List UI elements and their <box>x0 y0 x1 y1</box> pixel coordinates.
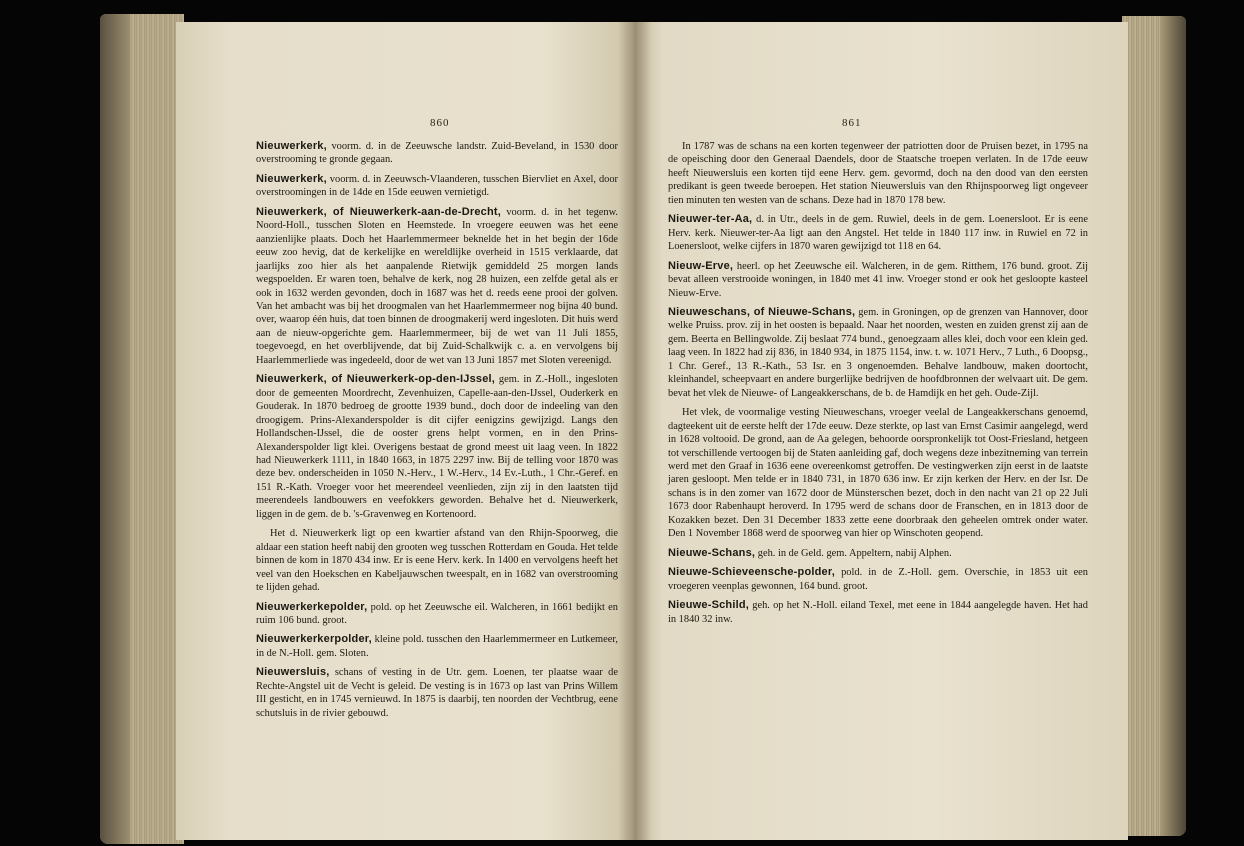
entry-text: In 1787 was de schans na een korten tegenweer der patriotten door de Pruisen bezet, in 1795 na de opeisching door den Generaal Daendels, door de Staatsche troepen verlaten. In de 17de eeuw heeft Nieuwersluis een korten tijd eene Herv. gem. gevormd, doch na den dood van den eersten predikant is geen tweede beroepen. Het station Nieuwersluis van den Rhijnspoorweg ligt ongeveer tien minuten ten westen van de schans. Deze had in 1870 178 bew. <box>668 141 1088 206</box>
dictionary-entry <box>256 140 618 167</box>
entry-text: schans of vesting in de Utr. gem. Loenen, ter plaatse waar de Rechte-Angstel uit de Vecht is geleid. De vesting is in 1673 op last van Prins Willem III gesticht, en in 1745 vernieuwd. In 1875 is daarbij, ten noorden der Vechtbrug, eene schutsluis in de rivier gebouwd. <box>256 667 618 719</box>
entry-headword: Nieuwerkerk, <box>256 172 327 185</box>
dictionary-entry <box>256 666 618 720</box>
entry-text: heerl. op het Zeeuwsche eil. Walcheren, in de gem. Ritthem, 176 bund. groot. Zij bevat alleen verstrooide woningen, in 1840 met 41 inw. Vroeger stond er ook het gesloopte kasteel Nieuw-Erve. <box>668 260 1088 299</box>
dictionary-entry <box>256 601 618 628</box>
entry-text: Het d. Nieuwerkerk ligt op een kwartier afstand van den Rhijn-Spoorweg, die aldaar een station heeft nabij den grooten weg tusschen Rotterdam en Gouda. Het telde binnen de kom in 1870 434 inw. Er is eene Herv. kerk. In 1400 en vervolgens heeft het veel van den Hoekschen en Kabeljauwschen tweespalt, en in 1682 van overstrooming te lijden gehad. <box>256 528 618 594</box>
page-number: 861 <box>842 117 862 129</box>
entry-headword: Nieuwerkerk, of Nieuwerkerk-aan-de-Drecht, <box>256 205 501 218</box>
dictionary-entry <box>256 173 618 200</box>
entry-headword: Nieuw-Erve, <box>668 259 734 272</box>
entry-text: d. in Utr., deels in de gem. Ruwiel, deels in de gem. Loenersloot. Er is eene Herv. kerk. Nieuwer-ter-Aa ligt aan den Angstel. Het telde in 1840 117 inw. in Ruwiel en 72 in Loenersloot, welke cijfers in 1870 waren gewijzigd tot 118 en 64. <box>668 214 1088 253</box>
dictionary-entry <box>256 633 618 660</box>
entry-text: Het vlek, de voormalige vesting Nieuweschans, vroeger veelal de Langeakkerschans genoemd, dagteekent uit de eerste helft der 17de eeuw. Deze sterkte, op last van Ernst Casimir aangelegd, werd in 1628 voltooid. De grond, aan de Aa gelegen, behoorde oorspronkelijk tot Oost-Friesland, hetgeen tot verschillende vertoogen bij de Staten aanleiding gaf, doch wegens deze inbezitneming van terrein werd met den Graaf in 1636 eene overeenkomst getroffen. De vestingwerken zijn eerst in de laatste jaren gesloopt. Men telde er in 1840 731, in 1870 636 inw. Er zijn kerken der Herv. en der Isr. De schans is in den zomer van 1672 door de Münsterschen bezet, doch in den nacht van 21 op 22 Juli 1673 door Rabenhaupt heroverd. In 1795 werd de schans door de Franschen, en in 1813 door de Kozakken bezet. Den 31 December 1833 zette eene doorbraak den geheelen omtrek onder water. Den 1 November 1868 werd de spoorweg van hier op Winschoten geopend. <box>668 407 1088 540</box>
entry-text: voorm. d. in Zeeuwsch-Vlaanderen, tusschen Biervliet en Axel, door overstroomingen in de 14de en 15de eeuwen vernietigd. <box>256 173 618 199</box>
dictionary-entry <box>256 206 618 367</box>
dictionary-entry <box>668 306 1088 400</box>
book-gutter <box>618 22 652 840</box>
dictionary-entry <box>668 260 1088 300</box>
entry-text: gem. in Groningen, op de grenzen van Hannover, door welke Pruiss. prov. zij in het oosten is bepaald. Naar het noorden, westen en zuiden grenst zij aan de gem. Beerta en Bellingwolde. Zij beslaat 774 bund., genoegzaam alles klei, doch voor een klein ged. laag veen. In 1822 had zij 836, in 1840 934, in 1875 1154, inw. t. w. 1071 Herv., 7 Luth., 6 Doopsg., 1 Chr. Geref., 13 R.-Kath., 53 Isr. en 3 ongenoemden. Behalve landbouw, maken doortocht, kleinhandel, scheepvaart en andere burgerlijke bedrijven de hoofdbronnen der welvaart uit. De gem. bevat het vlek de Nieuwe- of Langeakkerschans, de b. de Hamdijk en het geh. Oude-Zijl. <box>668 306 1088 399</box>
entry-text: geh. op het N.-Holl. eiland Texel, met eene in 1844 aangelegde haven. Het had in 1840 32 inw. <box>668 600 1088 625</box>
entry-headword: Nieuwerkerk, of Nieuwerkerk-op-den-IJssel, <box>256 373 496 386</box>
entry-text: voorm. d. in de Zeeuwsche landstr. Zuid-Beveland, in 1530 door overstrooming te gronde gegaan. <box>256 141 618 166</box>
entry-headword: Nieuweschans, of Nieuwe-Schans, <box>668 305 856 318</box>
dictionary-entry <box>256 527 618 594</box>
entry-text: voorm. d. in het tegenw. Noord-Holl., tusschen Sloten en Heemstede. In vroegere eeuwen was het eene aanzienlijke plaats. Doch het Haarlemmermeer beknelde het in het begin der 16de eeuw zoo hevig, dat de kerkelijke en wereldlijke overheid in 1515 verklaarde, dat jaarlijks zoo hier als het aanpalende Rietwijk gemiddeld 25 morgen lands wegspoelden. Er waren toen, behalve de kerk, nog 28 huizen, een zelfde getal als er ook in 1632 werden gevonden, doch in 1687 was het d. reeds eene prooi der golven. Van het ambacht was bij het droogmalen van het Haarlemmermeer nog bijna 40 bund. over, waarop één huis, dat toen binnen de droogmakerij werd ingesloten. Dit huis werd aan de nieuw-opgerichte gem. Haarlemmermeer, bij de wet van 11 Juli 1855, toegevoegd, en het overblijvende, dat bij Zuid-Schalkwijk c. a. en vervolgens bij Haarlemmerliede was ingedeeld, door de wet van 13 Juni 1857 met Sloten vereenigd. <box>256 206 618 366</box>
dictionary-entry <box>668 213 1088 253</box>
dictionary-entry <box>256 373 618 521</box>
left-page-text <box>256 98 618 720</box>
left-page <box>176 22 634 840</box>
left-cover-shadow <box>100 14 130 844</box>
entry-headword: Nieuwerkerkerpolder, <box>256 633 372 646</box>
dictionary-entry <box>668 547 1088 560</box>
entry-headword: Nieuwersluis, <box>256 666 330 679</box>
entry-headword: Nieuwe-Schild, <box>668 599 750 612</box>
entry-text: kleine pold. tusschen den Haarlemmermeer en Lutkemeer, in de N.-Holl. gem. Sloten. <box>256 634 618 659</box>
dictionary-entry <box>668 566 1088 593</box>
entry-text: gem. in Z.-Holl., ingesloten door de gemeenten Moordrecht, Zevenhuizen, Capelle-aan-den-IJssel, Ouderkerk en Gouderak. In 1870 bedroeg de grootte 1939 bund., doch door de indeeling van den droogigem. Prins-Alexanderspolder is dit cijfer eenigzins gewijzigd. Langs den Hollandschen-IJssel, die de ooster grens helpt vormen, en in den Prins-Alexanderspolder ligt klei. Overigens bestaat de grond meest uit laag veen. In 1822 had Nieuwerkerk 1111, in 1840 1663, in 1875 2297 inw. Bij de telling voor 1870 was deze bev. onderscheiden in 1050 N.-Herv., 1 W.-Herv., 14 Ev.-Luth., 1 Chr.-Geref. en 151 R.-Kath. Vroeger voor het meerendeel veenlieden, zijn zij in den laatsten tijd meerendeels landbouwers en veefokkers geworden. Behalve het d. Nieuwerkerk, liggen in de gem. de b. 's-Gravenweg en Kortenoord. <box>256 374 618 520</box>
right-page-text <box>668 98 1088 626</box>
entry-headword: Nieuwe-Schans, <box>668 546 756 559</box>
entry-text: pold. op het Zeeuwsche eil. Walcheren, in 1661 bedijkt en ruim 106 bund. groot. <box>256 601 618 626</box>
entry-headword: Nieuwerkerkepolder, <box>256 600 368 613</box>
right-page <box>634 22 1128 840</box>
dictionary-entry <box>668 406 1088 541</box>
entry-headword: Nieuwerkerk, <box>256 140 327 152</box>
dictionary-entry <box>668 599 1088 626</box>
right-cover-shadow <box>1160 16 1186 836</box>
entry-text: pold. in de Z.-Holl. gem. Overschie, in 1853 uit een vroegeren veenplas gewonnen, 164 bund. groot. <box>668 567 1088 592</box>
page-number: 860 <box>430 117 450 129</box>
entry-text: geh. in de Geld. gem. Appeltern, nabij Alphen. <box>755 547 952 559</box>
dictionary-entry <box>668 140 1088 207</box>
entry-headword: Nieuwe-Schieveensche-polder, <box>668 566 835 579</box>
entry-headword: Nieuwer-ter-Aa, <box>668 213 753 226</box>
